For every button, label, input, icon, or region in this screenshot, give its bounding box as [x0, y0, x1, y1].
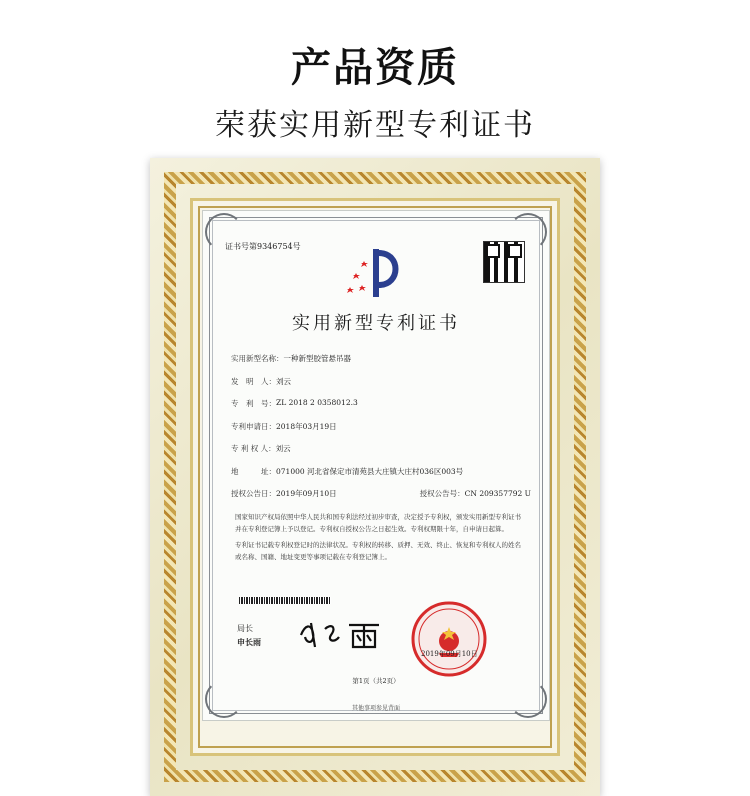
official-seal-icon [409, 599, 489, 679]
field-label: 专 利 权 人： [231, 444, 276, 453]
field-label: 专利申请日： [231, 421, 276, 431]
chief-name: 申长雨 [237, 637, 261, 647]
barcode [239, 597, 331, 604]
field-value: 2018年03月19日 [276, 421, 337, 431]
field-value: 刘云 [275, 444, 291, 453]
field-value: CN 209357792 U [464, 489, 531, 498]
page-number: 第1页（共2页） [352, 677, 400, 685]
corner-ornament [205, 680, 243, 718]
field-label: 实用新型名称： [231, 354, 284, 363]
field-row [231, 443, 531, 466]
chief-label: 局长 [237, 624, 253, 633]
field-label: 发 明 人： [231, 376, 276, 386]
field-row [231, 376, 531, 399]
certificate-paragraph: 国家知识产权局依照中华人民共和国专利法经过初步审查，决定授予专利权，颁发实用新型专利证书并在专利登记簿上予以登记。专利权自授权公告之日起生效。专利权期限十年，自申请日起算。 [235, 513, 521, 533]
field-label: 地 址： [231, 466, 276, 476]
page-subtitle: 荣获实用新型专利证书 [215, 108, 535, 143]
page-title: 产品资质 [291, 45, 459, 91]
field-row [231, 353, 531, 376]
field-row [231, 466, 531, 489]
field-row [231, 421, 531, 444]
grant-row [231, 488, 531, 511]
field-value: 一种新型胶管悬吊器 [283, 354, 351, 363]
field-label: 授权公告号： [419, 489, 465, 498]
certificate-number: 证书号第9346754号 [225, 242, 301, 251]
certificate-paragraph: 专利证书记载专利权登记时的法律状况。专利权的转移、质押、无效、终止、恢复和专利权人的姓名或名称、国籍、地址变更等事项记载在专利登记簿上。 [235, 541, 521, 561]
field-value: 刘云 [276, 376, 291, 386]
field-value: 2019年09月10日 [276, 489, 337, 498]
field-label: 授权公告日： [231, 489, 276, 498]
patent-certificate [202, 210, 550, 721]
field-value: ZL 2018 2 0358012.3 [276, 398, 358, 407]
field-row [231, 398, 531, 421]
footer-note: 其他事项参见背面 [351, 705, 400, 712]
corner-ornament [509, 680, 547, 718]
certificate-title: 实用新型专利证书 [292, 313, 460, 334]
field-value: 071000 河北省保定市清苑县大庄镇大庄村036区003号 [276, 466, 464, 476]
signature-icon [295, 615, 385, 651]
patent-office-logo-icon [343, 245, 407, 301]
certificate-fields [231, 353, 531, 511]
seal-date: 2019年09月10日 [421, 650, 478, 658]
qr-code-icon [483, 241, 525, 283]
field-label: 专 利 号： [231, 399, 276, 408]
